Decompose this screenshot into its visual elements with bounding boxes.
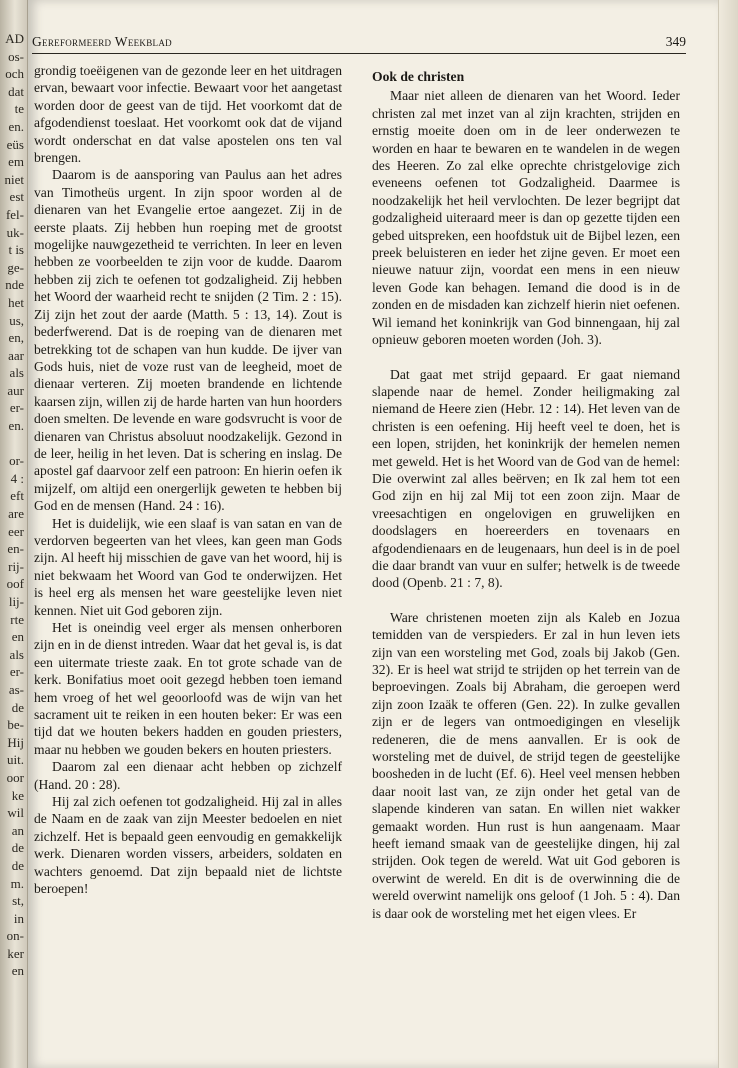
margin-fragment: het — [8, 294, 24, 310]
margin-fragment: oor — [6, 769, 24, 785]
paragraph: Daarom is de aansporing van Paulus aan het adres van Timotheüs urgent. In zijn spoor worden al de dienaren van het Evangelie ertoe aangezet. Zij in de eerste plaats. Zij hebben hun roeping met de grootst mogelijke nauwgezetheid te verrichten. In leer en leven hebben ze voorbeelden te zijn voor de kudde. Daarom hebben zij zich te oefenen tot godzaligheid. Zij hebben het Woord der waarheid recht te snijden (2 Tim. 2 : 15). Zij zijn het zout der aarde (Matth. 5 : 13, 14). Zout is bederfwerend. Dat is de roeping van de dienaren met betrekking tot de schapen van hun kudde. De ijver van Gods huis, niet de voze rust van de leegheid, moet de dienaar verteren. Zij moeten brandende en lichtende kaarsen zijn, willen zij de harde harten van hun hoorders doen smelten. De levende en ware godsvrucht is voor de dienaren van Christus absoluut noodzakelijk. Gezond in de leer, heilig in het leven. Dat is schering en inslag. De apostel gaf daarvoor zelf een patroon: En hierin oefen ik mijzelf, om altijd een onergerlijk geweten te hebben bij God en de mensen (Hand. 24 : 16). — [34, 167, 343, 514]
margin-fragment: ker — [7, 945, 24, 961]
margin-fragment: niet — [4, 171, 24, 187]
running-header — [32, 30, 686, 54]
margin-fragment: eer — [8, 523, 24, 539]
margin-fragment: ge- — [7, 259, 24, 275]
margin-fragment: rij- — [8, 558, 24, 574]
paragraph: Ware christenen moeten zijn als Kaleb en Jozua temidden van de verspieders. Er zal in hun leven iets zijn van een worsteling met God, zoals bij Jakob (Gen. 32). Er is heel wat strijd te strijden op het terrein van de beproevingen. Zoals bij Abraham, die geroepen werd zijn zoon Izaäk te offeren (Gen. 22). In zulke gevallen zijn er de legers van ontmoedigingen en vleselijk redeneren, die de mens aanvallen. Er is ook de worsteling met de duivel, de strijd tegen de geestelijke boosheden in de lucht (Ef. 6). Heel veel mensen hebben daar nooit last van, ze zijn onder het getal van de slapende kinderen van satan. En willen niet wakker gemaakt worden. Hun rust is hun aangenaam. Maar heeft iemand smaak van de geestelijke dingen, hij zal strijden. Ook tegen de wereld. Wat uit God geboren is overwint de wereld. En dit is de overwinning die de wereld overwint namelijk ons geloof (1 Joh. 5 : 4). Dan is daar ook de worsteling met het eigen vlees. Er — [372, 609, 680, 921]
margin-fragment — [0, 435, 24, 453]
margin-fragment: uk- — [6, 224, 24, 240]
page — [28, 0, 718, 1068]
paragraph: Hij zal zich oefenen tot godzaligheid. Hij zal in alles de Naam en de zaak van zijn Meester bedoelen en niet zichzelf. Het is bepaald geen eenvoudig en gemakkelijk werk. Dienaren worden vissers, arbeiders, soldaten en wachters genoemd. Dat zijn bepaald niet de lichtste beroepen! — [34, 794, 342, 897]
margin-fragment: are — [8, 506, 24, 522]
margin-fragment: er- — [9, 664, 24, 680]
margin-fragment: Hij — [7, 734, 24, 750]
margin-fragment: aur — [7, 382, 24, 398]
margin-fragment: st, — [12, 893, 24, 909]
masthead-title: Gereformeerd Weekblad — [32, 34, 172, 49]
margin-fragment: on- — [6, 928, 24, 944]
margin-fragment: uit. — [7, 752, 24, 768]
margin-fragment: er- — [9, 400, 24, 416]
margin-fragment: en — [11, 629, 24, 645]
margin-fragment: est — [9, 189, 24, 205]
previous-page-margin — [0, 30, 26, 1020]
margin-fragment: as- — [8, 681, 24, 697]
margin-fragment: AD — [5, 31, 24, 46]
right-column — [372, 62, 680, 922]
margin-fragment: en — [11, 963, 24, 979]
paragraph: grondig toeëigenen van de gezonde leer en het uitdragen ervan, bewaart voor infectie. Bewaart voor het aangetast worden door de geest van de tijd. Het voorkomt dat de afgodendienst toeslaat. Het voorkomt ook dat de vijand wordt onderschat en dat valse apostelen ons ten val brengen. — [34, 63, 342, 166]
margin-fragment: nde — [5, 277, 24, 293]
margin-fragment: dat — [8, 83, 24, 99]
margin-fragment: te — [14, 101, 24, 117]
margin-fragment: lij- — [8, 594, 24, 609]
margin-fragment: oof — [6, 576, 24, 592]
margin-fragment: en. — [8, 118, 24, 134]
margin-fragment: och — [5, 66, 24, 82]
margin-fragment: als — [9, 365, 24, 381]
margin-fragment: or- — [9, 453, 24, 469]
margin-fragment: eüs — [6, 136, 24, 152]
page-edge — [718, 0, 738, 1068]
paragraph: Het is oneindig veel erger als mensen onherboren zijn en in de dienst intreden. Waar dat het geval is, is dat een uitermate trieste zaak. En tot grote schade van de kerk. Bonifatius moet ooit gezegd hebben toen iemand hem vroeg of het wel geoorloofd was de wijn van het sacrament uit te reiken in een houten beker: Er was een tijd dat we houten bekers hadden en gouden priesters, maar nu hebben we gouden bekers en houten priesters. — [34, 620, 342, 757]
margin-fragment: fel- — [5, 206, 24, 222]
margin-fragment: in — [13, 910, 24, 926]
paragraph: Maar niet alleen de dienaren van het Woord. Ieder christen zal met inzet van al zijn krachten, strijden en ernstig moeite doen om in de leer onderwezen te worden en haar te bewaren en te wandelen in de wegen des Heeren. Zo zal elke oprechte christgelovige zich eveneens oefenen tot Godzaligheid. Daarmee is noodzakelijk het heil vervlochten. De lezer begrijpt dat godzaligheid uiteraard meer is dan op gezette tijden een gebed uitspreken, een hoofdstuk uit de Bijbel lezen, een preek beluisteren en ieder het zijne geven. Er moet een nieuwe natuur zijn, voordat een mens in een nieuw leven Gode kan behagen. Iemand die dood is in de zonden en de misdaden kan zichzelf hierin niet oefenen. Wil iemand het koninkrijk van God binnengaan, hij zal opnieuw geboren moeten worden (Joh. 3). — [372, 88, 680, 348]
margin-fragment: us, — [9, 312, 24, 328]
margin-fragment: m. — [10, 875, 24, 891]
margin-fragment: t is — [8, 242, 24, 258]
paragraph: Het is duidelijk, wie een slaaf is van satan en van de verdorven begeerten van het vlees, kan geen man Gods zijn. Al heeft hij misschien de gave van het woord, hij is niet bekwaam het Woord van God te onderwijzen. Het is heel erg als mensen het ware geestelijke leven niet kennen. Niet uit God geboren zijn. — [34, 515, 342, 618]
left-column — [34, 62, 342, 898]
margin-fragment: de — [11, 699, 24, 715]
margin-fragment: em — [8, 154, 24, 170]
margin-fragment: eft — [10, 488, 24, 504]
margin-fragment: ke — [11, 787, 24, 803]
margin-fragment: aar — [8, 347, 24, 363]
margin-fragment: be- — [7, 717, 24, 733]
margin-fragment: 4 : — [10, 470, 24, 486]
margin-fragment: rte — [10, 611, 24, 627]
section-heading: Ook de christen — [372, 69, 465, 84]
margin-fragment: en- — [7, 541, 24, 557]
margin-fragment: de — [11, 840, 24, 856]
margin-fragment: en, — [8, 330, 24, 346]
margin-fragment: os- — [8, 48, 24, 64]
margin-fragment: an — [11, 822, 24, 838]
margin-fragment: wil — [7, 805, 24, 821]
margin-fragment: de — [11, 857, 24, 873]
paragraph: Daarom zal een dienaar acht hebben op zichzelf (Hand. 20 : 28). — [34, 759, 342, 792]
paragraph: Dat gaat met strijd gepaard. Er gaat niemand slapende naar de hemel. Zonder heiligmaking zal niemand de Heere zien (Hebr. 12 : 14). Het leven van de christen is een oefening. Hij heeft veel te doen, het is een lopen, strijden, het koninkrijk der hemelen nemen met geweld. Het is het Woord van de God van de hemel: Die overwint zal alles beërven; en Ik zal hem tot een God zijn en hij zal Mij tot een zoon zijn. Maar de vreesachtigen en ongelovigen en gruwelijken en doodslagers en hoereerders en tovenaars en afgodendienaars en de leugenaars, hun deel is in de poel die daar brandt van vuur en sulfer; hetwelk is de tweede dood (Openb. 21 : 7, 8). — [372, 366, 680, 591]
margin-fragment: als — [9, 646, 24, 662]
page-number: 349 — [665, 34, 686, 49]
margin-fragment: en. — [8, 418, 24, 434]
